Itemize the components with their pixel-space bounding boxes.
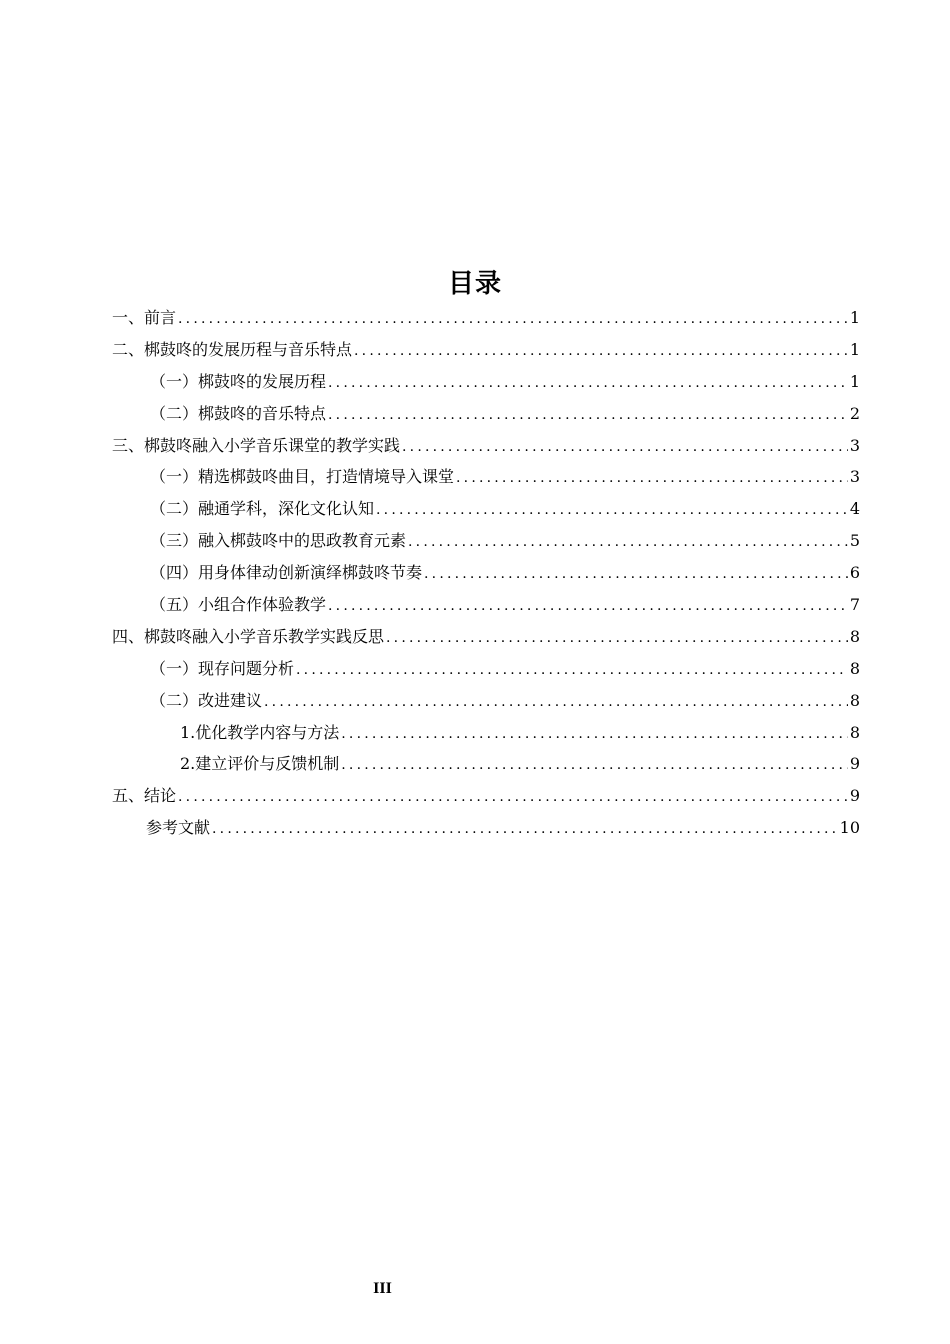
toc-entry[interactable] [112, 557, 860, 589]
toc-entry-text: 2.建立评价与反馈机制 [180, 754, 340, 774]
toc-entry-page: 1 [849, 339, 860, 359]
toc-leader-dots [402, 432, 848, 464]
toc-entry-text: （二）融通学科，深化文化认知 [150, 499, 375, 519]
toc-leader-dots [456, 463, 848, 495]
toc-entry-text: （三）融入梆鼓咚中的思政教育元素 [150, 531, 407, 551]
toc-entry-text: （五）小组合作体验教学 [150, 595, 327, 615]
toc-entry-text: 三、梆鼓咚融入小学音乐课堂的教学实践 [112, 435, 401, 455]
toc-leader-dots [386, 623, 848, 655]
toc-entry-text: （二）梆鼓咚的音乐特点 [150, 403, 327, 423]
toc-entry-page: 3 [849, 435, 860, 455]
toc-entry[interactable] [112, 302, 860, 334]
toc-entry-page: 8 [849, 658, 860, 678]
toc-leader-dots [178, 304, 848, 336]
toc-leader-dots [376, 495, 848, 527]
toc-entry-page: 2 [849, 403, 860, 423]
toc-leader-dots [328, 591, 848, 623]
toc-entry[interactable] [112, 461, 860, 493]
toc-entry[interactable] [112, 621, 860, 653]
toc-entry[interactable] [112, 398, 860, 430]
toc-entry[interactable] [112, 780, 860, 812]
toc-entry-page: 5 [849, 531, 860, 551]
toc-leader-dots [424, 559, 848, 591]
toc-entry-text: （一）精选梆鼓咚曲目，打造情境导入课堂 [150, 467, 455, 487]
toc-leader-dots [408, 527, 848, 559]
toc-entry-text: 五、结论 [112, 786, 177, 806]
toc-entry-page: 10 [839, 818, 860, 838]
toc-entry[interactable] [112, 589, 860, 621]
toc-entry-text: 二、梆鼓咚的发展历程与音乐特点 [112, 339, 353, 359]
toc-entry-page: 3 [849, 467, 860, 487]
toc-entry[interactable] [112, 812, 860, 844]
toc-leader-dots [178, 782, 848, 814]
toc-entry-page: 1 [849, 371, 860, 391]
toc-entry[interactable] [112, 748, 860, 780]
toc-entry-text: 四、梆鼓咚融入小学音乐教学实践反思 [112, 626, 385, 646]
toc-entry[interactable] [112, 366, 860, 398]
toc-entry-page: 7 [849, 595, 860, 615]
toc-entry-page: 9 [849, 786, 860, 806]
toc-entry-page: 4 [849, 499, 860, 519]
toc-entry-page: 1 [849, 308, 860, 327]
toc-entry[interactable] [112, 430, 860, 462]
toc-leader-dots [341, 750, 848, 782]
toc-entry[interactable] [112, 717, 860, 749]
toc-entry-text: 一、前言 [112, 308, 177, 327]
toc-leader-dots [328, 400, 848, 432]
toc-entry[interactable] [112, 653, 860, 685]
toc-entry-text: 参考文献 [146, 818, 211, 838]
toc-entry-text: （二）改进建议 [150, 690, 263, 710]
toc-entry-text: 1.优化教学内容与方法 [180, 722, 340, 742]
toc-title: 目录 [447, 269, 502, 299]
toc-entry-text: （四）用身体律动创新演绎梆鼓咚节奏 [150, 563, 423, 583]
toc-leader-dots [212, 814, 838, 846]
toc-entry-page: 8 [849, 626, 860, 646]
toc-entry-page: 8 [849, 690, 860, 710]
page-number: III [373, 1280, 392, 1297]
toc-leader-dots [341, 719, 848, 751]
toc-entry[interactable] [112, 685, 860, 717]
toc-entry[interactable] [112, 334, 860, 366]
toc-leader-dots [296, 655, 848, 687]
toc-entry-page: 6 [849, 563, 860, 583]
toc-leader-dots [354, 336, 848, 368]
toc-leader-dots [328, 368, 848, 400]
toc-entry[interactable] [112, 525, 860, 557]
toc-entry-page: 9 [849, 754, 860, 774]
toc-entry-page: 8 [849, 722, 860, 742]
toc-entry-text: （一）现存问题分析 [150, 658, 295, 678]
toc-list [112, 302, 860, 844]
toc-entry[interactable] [112, 493, 860, 525]
toc-entry-text: （一）梆鼓咚的发展历程 [150, 371, 327, 391]
toc-leader-dots [264, 687, 848, 719]
